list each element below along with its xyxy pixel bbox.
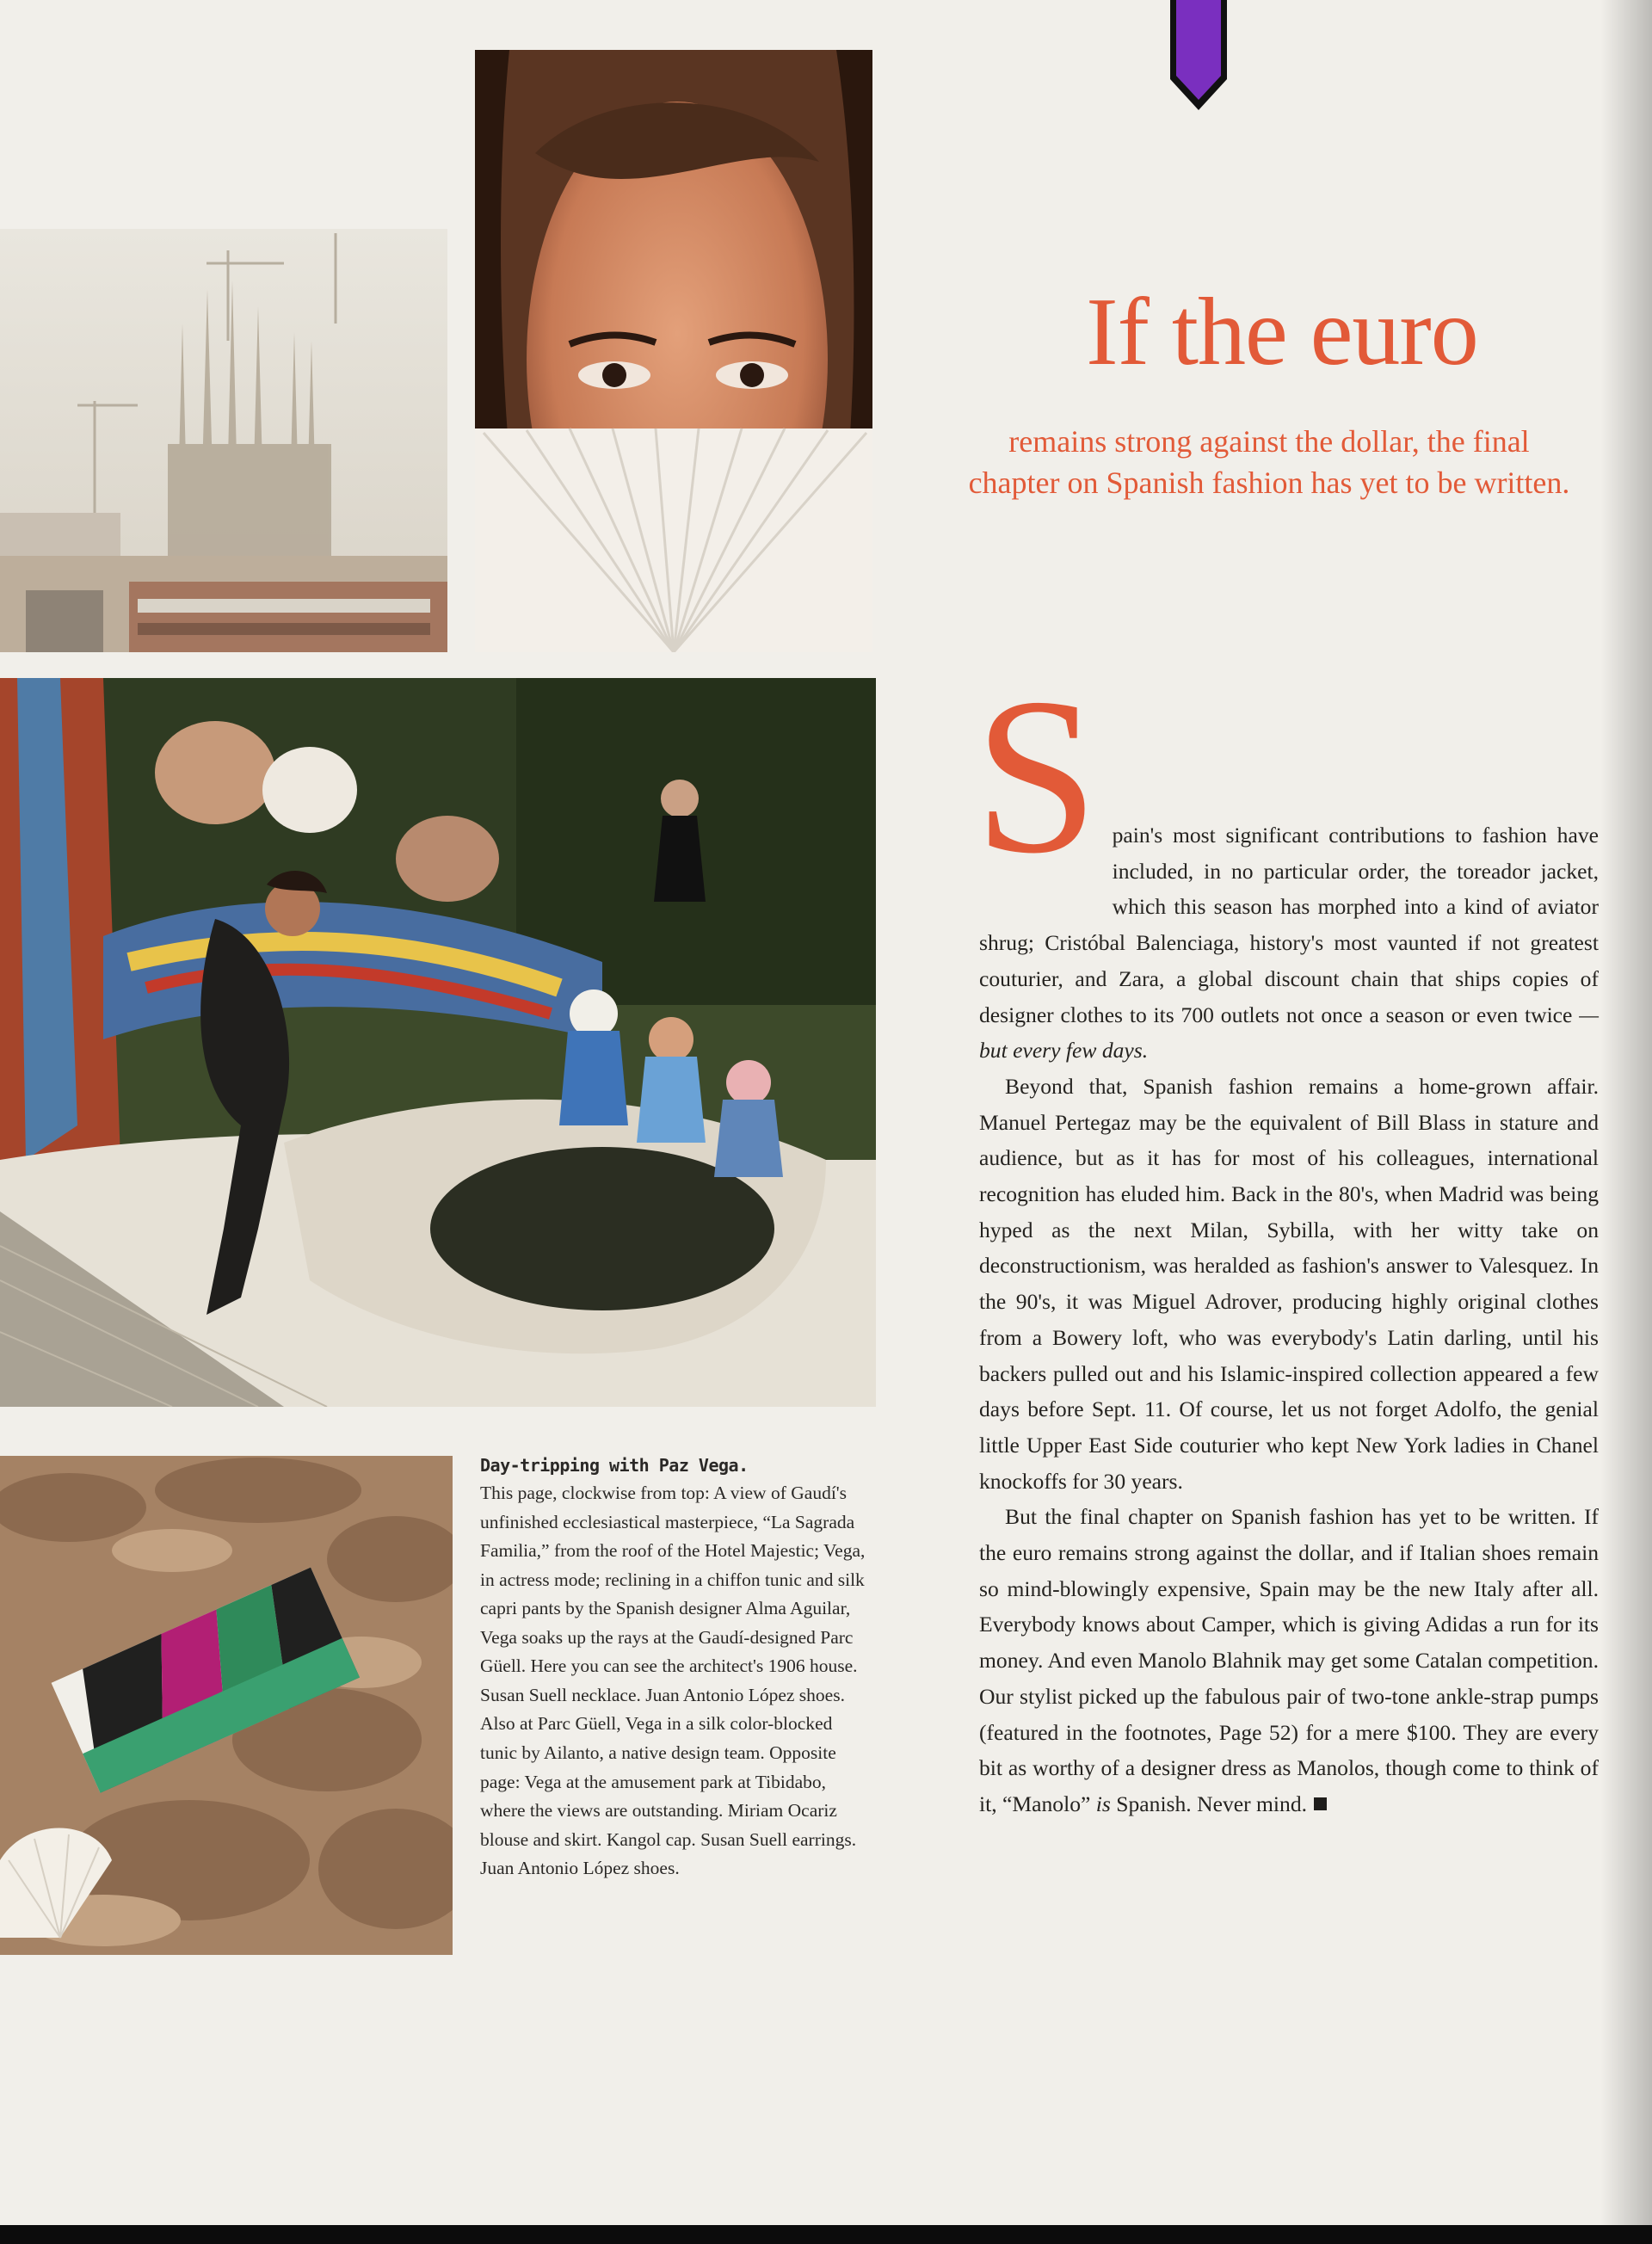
headline-title: If the euro (1086, 279, 1478, 385)
sagrada-familia-photo (0, 229, 447, 652)
end-mark-icon (1314, 1797, 1327, 1810)
article-paragraph-1 (974, 652, 1600, 1069)
scan-bottom-edge (0, 2225, 1652, 2244)
article-paragraph-3 (979, 1499, 1599, 1822)
caption-heading: Day-tripping with Paz Vega. (480, 1455, 749, 1476)
reclining-woman-photo (0, 1456, 453, 1955)
bookmark-ribbon-icon (1168, 0, 1229, 114)
article-paragraph-2: Beyond that, Spanish fashion remains a home-grown affair. Manuel Pertegaz may be the equivalent of Bill Blass in stature and audience, but as it has for most of his colleagues, international recognition has eluded him. Back in the 80's, when Madrid was being hyped as the next Milan, Sybilla, with her witty take on deconstructionism, was heralded as fashion's answer to Valesquez. In the 90's, it was Miguel Adrover, producing highly original clothes from a Bowery loft, who was everybody's Latin darling, until his backers pulled out and his Islamic-inspired collection appeared a few days before Sept. 11. Of course, let us not forget Adolfo, the genial little Upper East Side couturier who kept New York ladies in Chanel knockoffs for 30 years. (979, 1073, 1599, 1494)
article-paragraph-3-end: Spanish. Never mind. (1116, 1791, 1308, 1816)
parc-guell-photo (0, 678, 876, 1407)
caption-body: This page, clockwise from top: A view of Gaudí's unfinished ecclesiastical masterpiece, “La Sagrada Familia,” from the roof of the Hotel Majestic; Vega, in actress mode; reclining in a chiffon tunic and silk capri pants by the Spanish designer Alma Aguilar, Vega soaks up the rays at the Gaudí-designed Parc Güell. Here you can see the architect's 1906 house. Susan Suell necklace. Juan Antonio López shoes. Also at Parc Güell, Vega in a silk color-blocked tunic by Ailanto, a native design team. Opposite page: Vega at the amusement park at Tibidabo, where the views are outstanding. Miriam Ocariz blouse and skirt. Kangol cap. Susan Suell earrings. Juan Antonio López shoes. (480, 1483, 866, 1879)
article-paragraph-1-emphasis: — but every few days. (979, 1002, 1600, 1063)
portrait-with-fan-photo (475, 50, 872, 652)
article-paragraph-3-emphasis: is (1095, 1791, 1111, 1816)
drop-cap: S (974, 652, 1099, 900)
headline-deck: remains strong against the dollar, the final chapter on Spanish fashion has yet to be written. (968, 424, 1570, 500)
article-paragraph-3-text: But the final chapter on Spanish fashion has yet to be written. If the euro remains strong against the dollar, and if Italian shoes remain so mind-blowingly expensive, Spain may be the new Italy after all. Everybody knows about Camper, which is giving Adidas a run for its money. And even Manolo Blahnik may get some Catalan competition. Our stylist picked up the fabulous pair of two-tone ankle-strap pumps (featured in the footnotes, Page 52) for a mere $100. They are every bit as worthy of a designer dress as Manolos, though come to think of it, “Manolo” (979, 1504, 1599, 1816)
page-gutter-shadow (1600, 0, 1652, 2244)
photo-caption (480, 1452, 867, 1883)
article-paragraph-1-text: pain's most significant contributions to fashion have included, in no particular order, the toreador jacket, which this season has morphed into a kind of aviator shrug; Cristóbal Balenciaga, history's most vaunted if not greatest couturier, and Zara, a global discount chain that ships copies of designer clothes to its 700 outlets not once a season or even twice (979, 823, 1599, 1027)
article-body (974, 652, 1600, 1822)
